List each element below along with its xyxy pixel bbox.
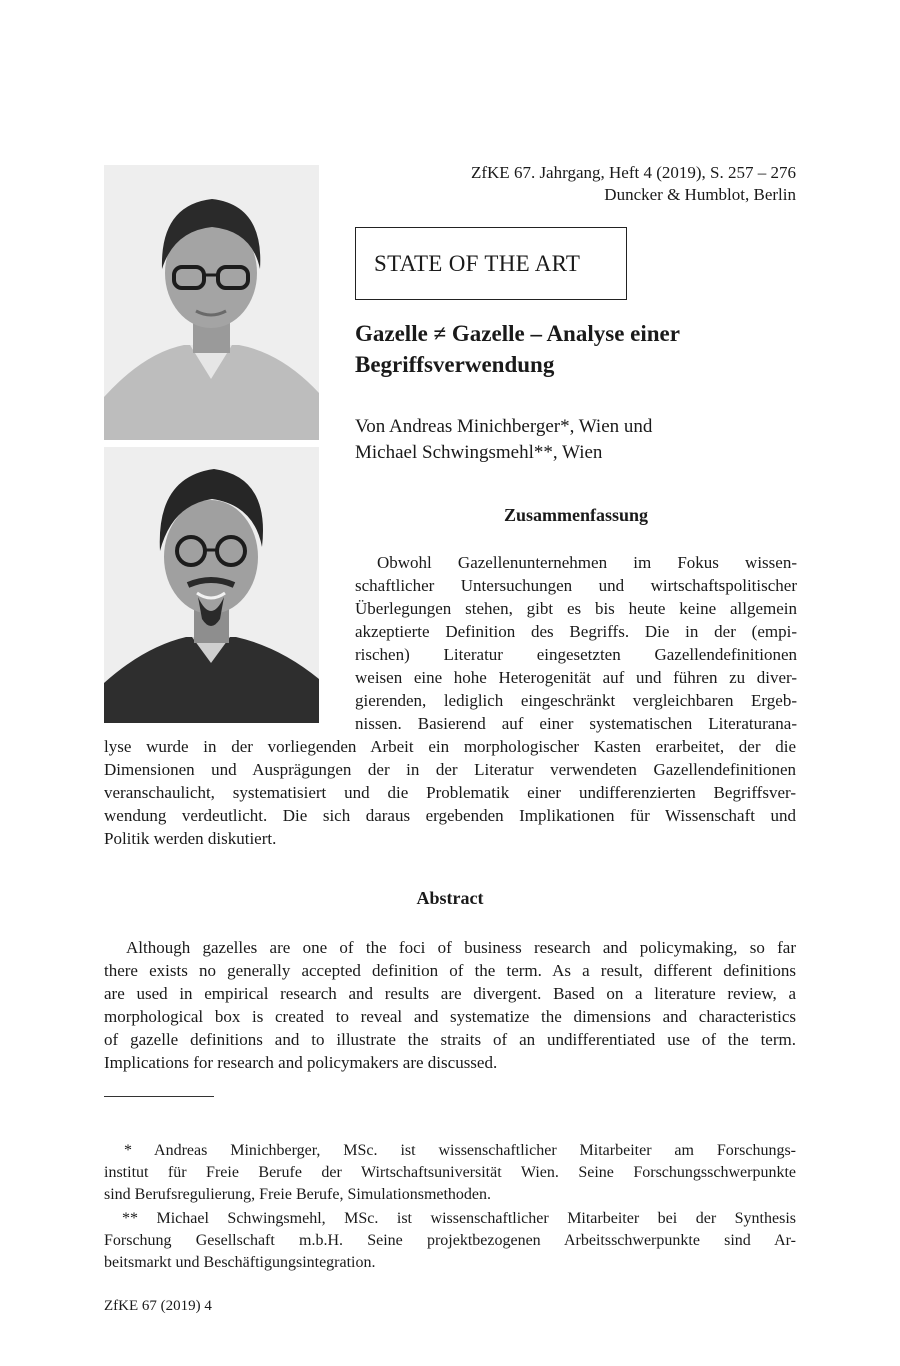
zusammenfassung-line: rischen) Literatur eingesetzten Gazellendefinitionen — [355, 645, 797, 664]
footnote-line: ** Michael Schwingsmehl, MSc. ist wissenschaftlicher Mitarbeiter bei der Synthesis — [122, 1210, 796, 1227]
zusammenfassung-line: lyse wurde in der vorliegenden Arbeit ein morphologischer Kasten erarbeitet, der die — [104, 737, 796, 756]
abstract-line: are used in empirical research and results are divergent. Based on a literature review, a — [104, 984, 796, 1003]
author-photo-minichberger — [104, 165, 319, 440]
zusammenfassung-line: gierenden, lediglich eingeschränkt vergleichbaren Ergeb- — [355, 691, 797, 710]
abstract-line: of gazelle definitions and to illustrate the straits of an undifferentiated use of the term. — [104, 1030, 796, 1049]
zusammenfassung-line: akzeptierte Definition des Begriffs. Die in der (empi- — [355, 622, 797, 641]
zusammenfassung-line: nissen. Basierend auf einer systematischen Literaturana- — [355, 714, 797, 733]
title-line-1: Gazelle ≠ Gazelle – Analyse einer — [355, 321, 680, 346]
section-label: STATE OF THE ART — [374, 251, 581, 276]
article-title — [355, 318, 805, 380]
zusammenfassung-line: weisen eine hohe Heterogenität auf und führen zu diver- — [355, 668, 797, 687]
zusammenfassung-line: schaftlicher Untersuchungen und wirtschaftspolitischer — [355, 576, 797, 595]
abstract-line: Implications for research and policymakers are discussed. — [104, 1053, 498, 1072]
section-label-box — [355, 227, 627, 300]
zusammenfassung-line: Überlegungen stehen, gibt es bis heute keine allgemein — [355, 599, 797, 618]
zusammenfassung-line: Dimensionen und Ausprägungen der in der Literatur verwendeten Gazellendefinitionen — [104, 760, 796, 779]
footnote-line: institut für Freie Berufe der Wirtschaftsuniversität Wien. Seine Forschungsschwerpunkte — [104, 1164, 796, 1181]
zusammenfassung-heading: Zusammenfassung — [503, 505, 649, 525]
zusammenfassung-line: Obwohl Gazellenunternehmen im Fokus wissen- — [377, 553, 797, 572]
title-line-2: Begriffsverwendung — [355, 352, 555, 377]
abstract-heading: Abstract — [416, 888, 484, 908]
zusammenfassung-line: veranschaulicht, systematisiert und die Problematik einer undifferenzierten Begriffsver- — [104, 783, 796, 802]
authors-line-1: Von Andreas Minichberger*, Wien und — [355, 416, 653, 437]
footnote-line: sind Berufsregulierung, Freie Berufe, Simulationsmethoden. — [104, 1186, 492, 1203]
journal-info — [471, 162, 796, 206]
abstract-line: there exists no generally accepted definition of the term. As a result, different definitions — [104, 961, 796, 980]
journal-citation: ZfKE 67. Jahrgang, Heft 4 (2019), S. 257 – 276 — [470, 163, 796, 182]
zusammenfassung-line: wendung verdeutlicht. Die sich daraus ergebenden Implikationen für Wissenschaft und — [104, 806, 796, 825]
authors — [355, 414, 652, 466]
page-footer: ZfKE 67 (2019) 4 — [104, 1298, 212, 1314]
author-photo-schwingsmehl — [104, 447, 319, 723]
zusammenfassung-line: Politik werden diskutiert. — [104, 829, 277, 848]
footnote-line: * Andreas Minichberger, MSc. ist wissenschaftlicher Mitarbeiter am Forschungs- — [124, 1142, 796, 1159]
abstract-line: Although gazelles are one of the foci of business research and policymaking, so far — [126, 938, 796, 957]
abstract-line: morphological box is created to reveal and systematize the dimensions and characteristics — [104, 1007, 796, 1026]
footnote-divider — [104, 1096, 214, 1097]
authors-line-2: Michael Schwingsmehl**, Wien — [355, 442, 603, 463]
publisher: Duncker & Humblot, Berlin — [604, 185, 796, 204]
footnote-line: Forschung Gesellschaft m.b.H. Seine projektbezogenen Arbeitsschwerpunkte sind Ar- — [104, 1232, 796, 1249]
footnote-line: beitsmarkt und Beschäftigungsintegration. — [104, 1254, 376, 1271]
